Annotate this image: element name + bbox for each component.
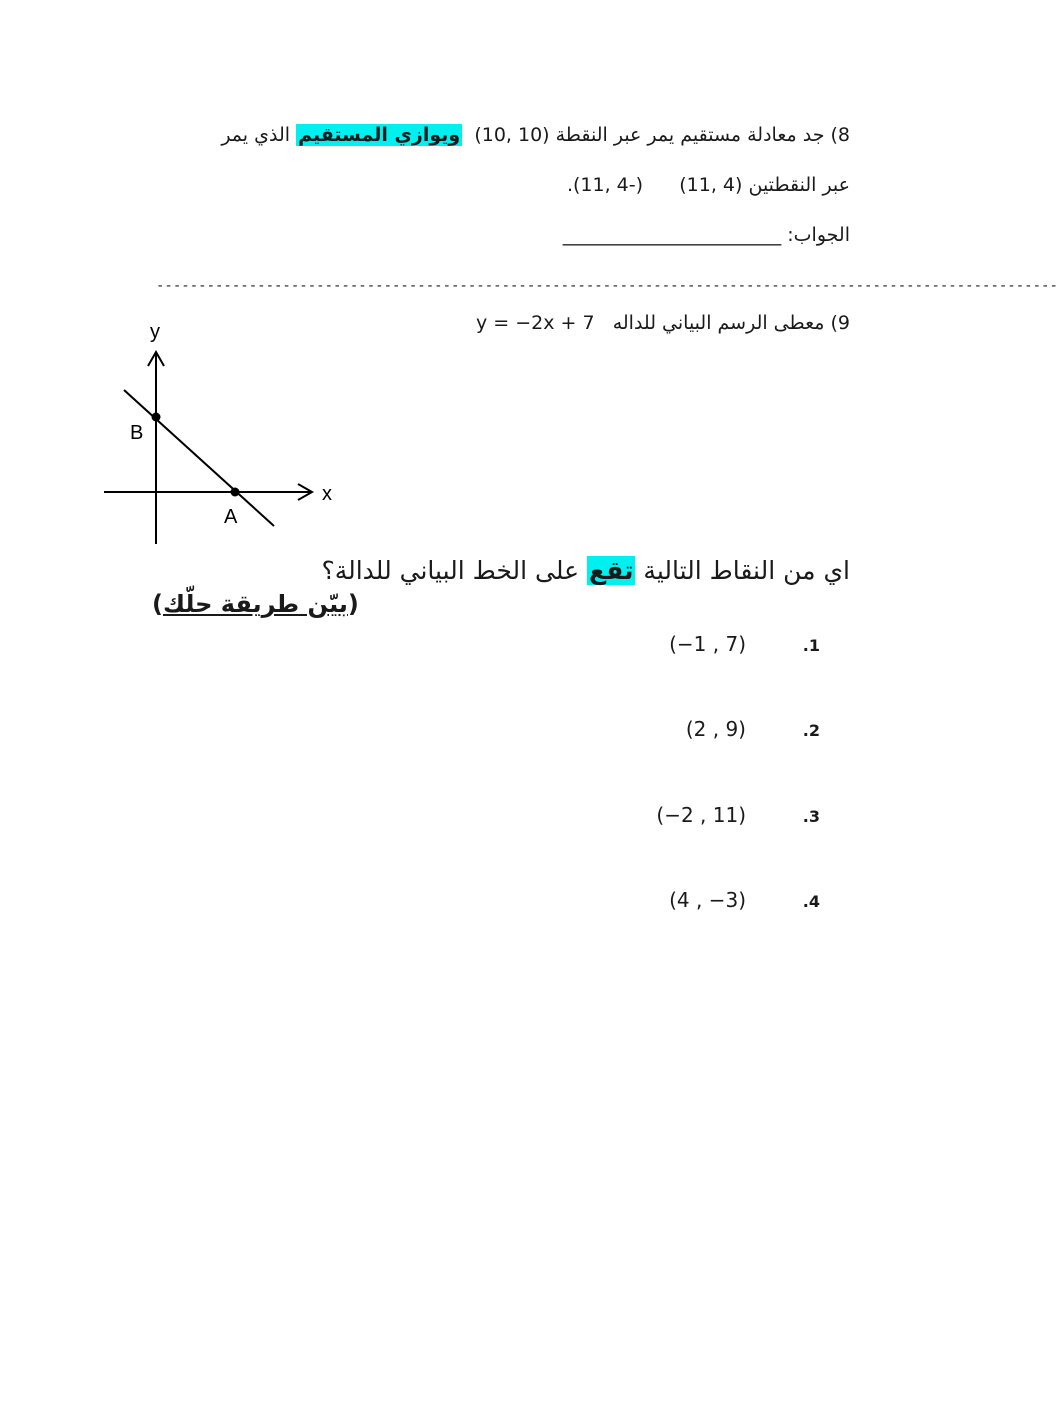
function-line — [124, 390, 274, 526]
q8-line-1 — [221, 124, 850, 146]
x-axis-label: x — [322, 483, 332, 505]
option-point: (4 , −3) — [669, 888, 746, 912]
q9-equation: y = −2x + 7 — [475, 312, 595, 334]
answer-blank[interactable]: _______________________ — [562, 224, 782, 246]
q8-line-2 — [567, 174, 850, 196]
point-b-label: B — [130, 422, 144, 444]
q9-question — [321, 556, 850, 585]
line-graph — [100, 318, 350, 550]
q8-line2-text: عبر النقطتين — [742, 174, 850, 196]
show-work-open-paren: ( — [347, 590, 359, 618]
q9-question-end: على الخط البياني للدالة؟ — [321, 556, 588, 585]
option-number: 3. — [802, 807, 820, 826]
option-number: 4. — [802, 892, 820, 911]
q8-answer-line — [563, 224, 850, 246]
q8-period: . — [566, 174, 573, 196]
option-number: 2. — [802, 721, 820, 740]
option-point: (2 , 9) — [685, 717, 746, 741]
q8-text-end: الذي يمر — [221, 124, 297, 146]
point-a-marker — [231, 488, 240, 497]
option-item — [669, 888, 820, 912]
show-work-close-paren: ) — [152, 590, 163, 618]
option-item — [656, 803, 820, 827]
option-point: (−1 , 7) — [669, 632, 746, 656]
q8-highlight-parallel: ويوازي المستقيم — [298, 124, 461, 146]
q9-question-start: اي من النقاط التالية — [635, 556, 850, 585]
point-b-marker — [152, 413, 161, 422]
section-separator: ----------------------------------------------------------------------------------------------------------- — [156, 278, 1058, 294]
option-item — [669, 632, 820, 656]
show-work-instruction — [152, 590, 359, 618]
y-axis-label: y — [150, 321, 160, 343]
q9-prompt-line — [476, 312, 850, 334]
q8-point-1: (11, 4) — [679, 174, 743, 196]
q9-prompt: 9) معطى الرسم البياني للداله — [612, 312, 850, 334]
q8-text-start: 8) جد معادلة مستقيم يمر عبر النقطة — [549, 124, 850, 146]
point-a-label: A — [224, 506, 238, 528]
answer-label: الجواب: — [781, 224, 850, 246]
q9-highlight-lies: تقع — [589, 556, 634, 585]
show-work-text: بيّن طريقة حلّك — [162, 590, 348, 618]
option-number: 1. — [802, 636, 820, 655]
option-item — [686, 717, 820, 741]
option-point: (−2 , 11) — [656, 803, 746, 827]
q8-point: (10, 10) — [474, 124, 550, 146]
q8-point-2: (11, 4-) — [572, 174, 644, 196]
